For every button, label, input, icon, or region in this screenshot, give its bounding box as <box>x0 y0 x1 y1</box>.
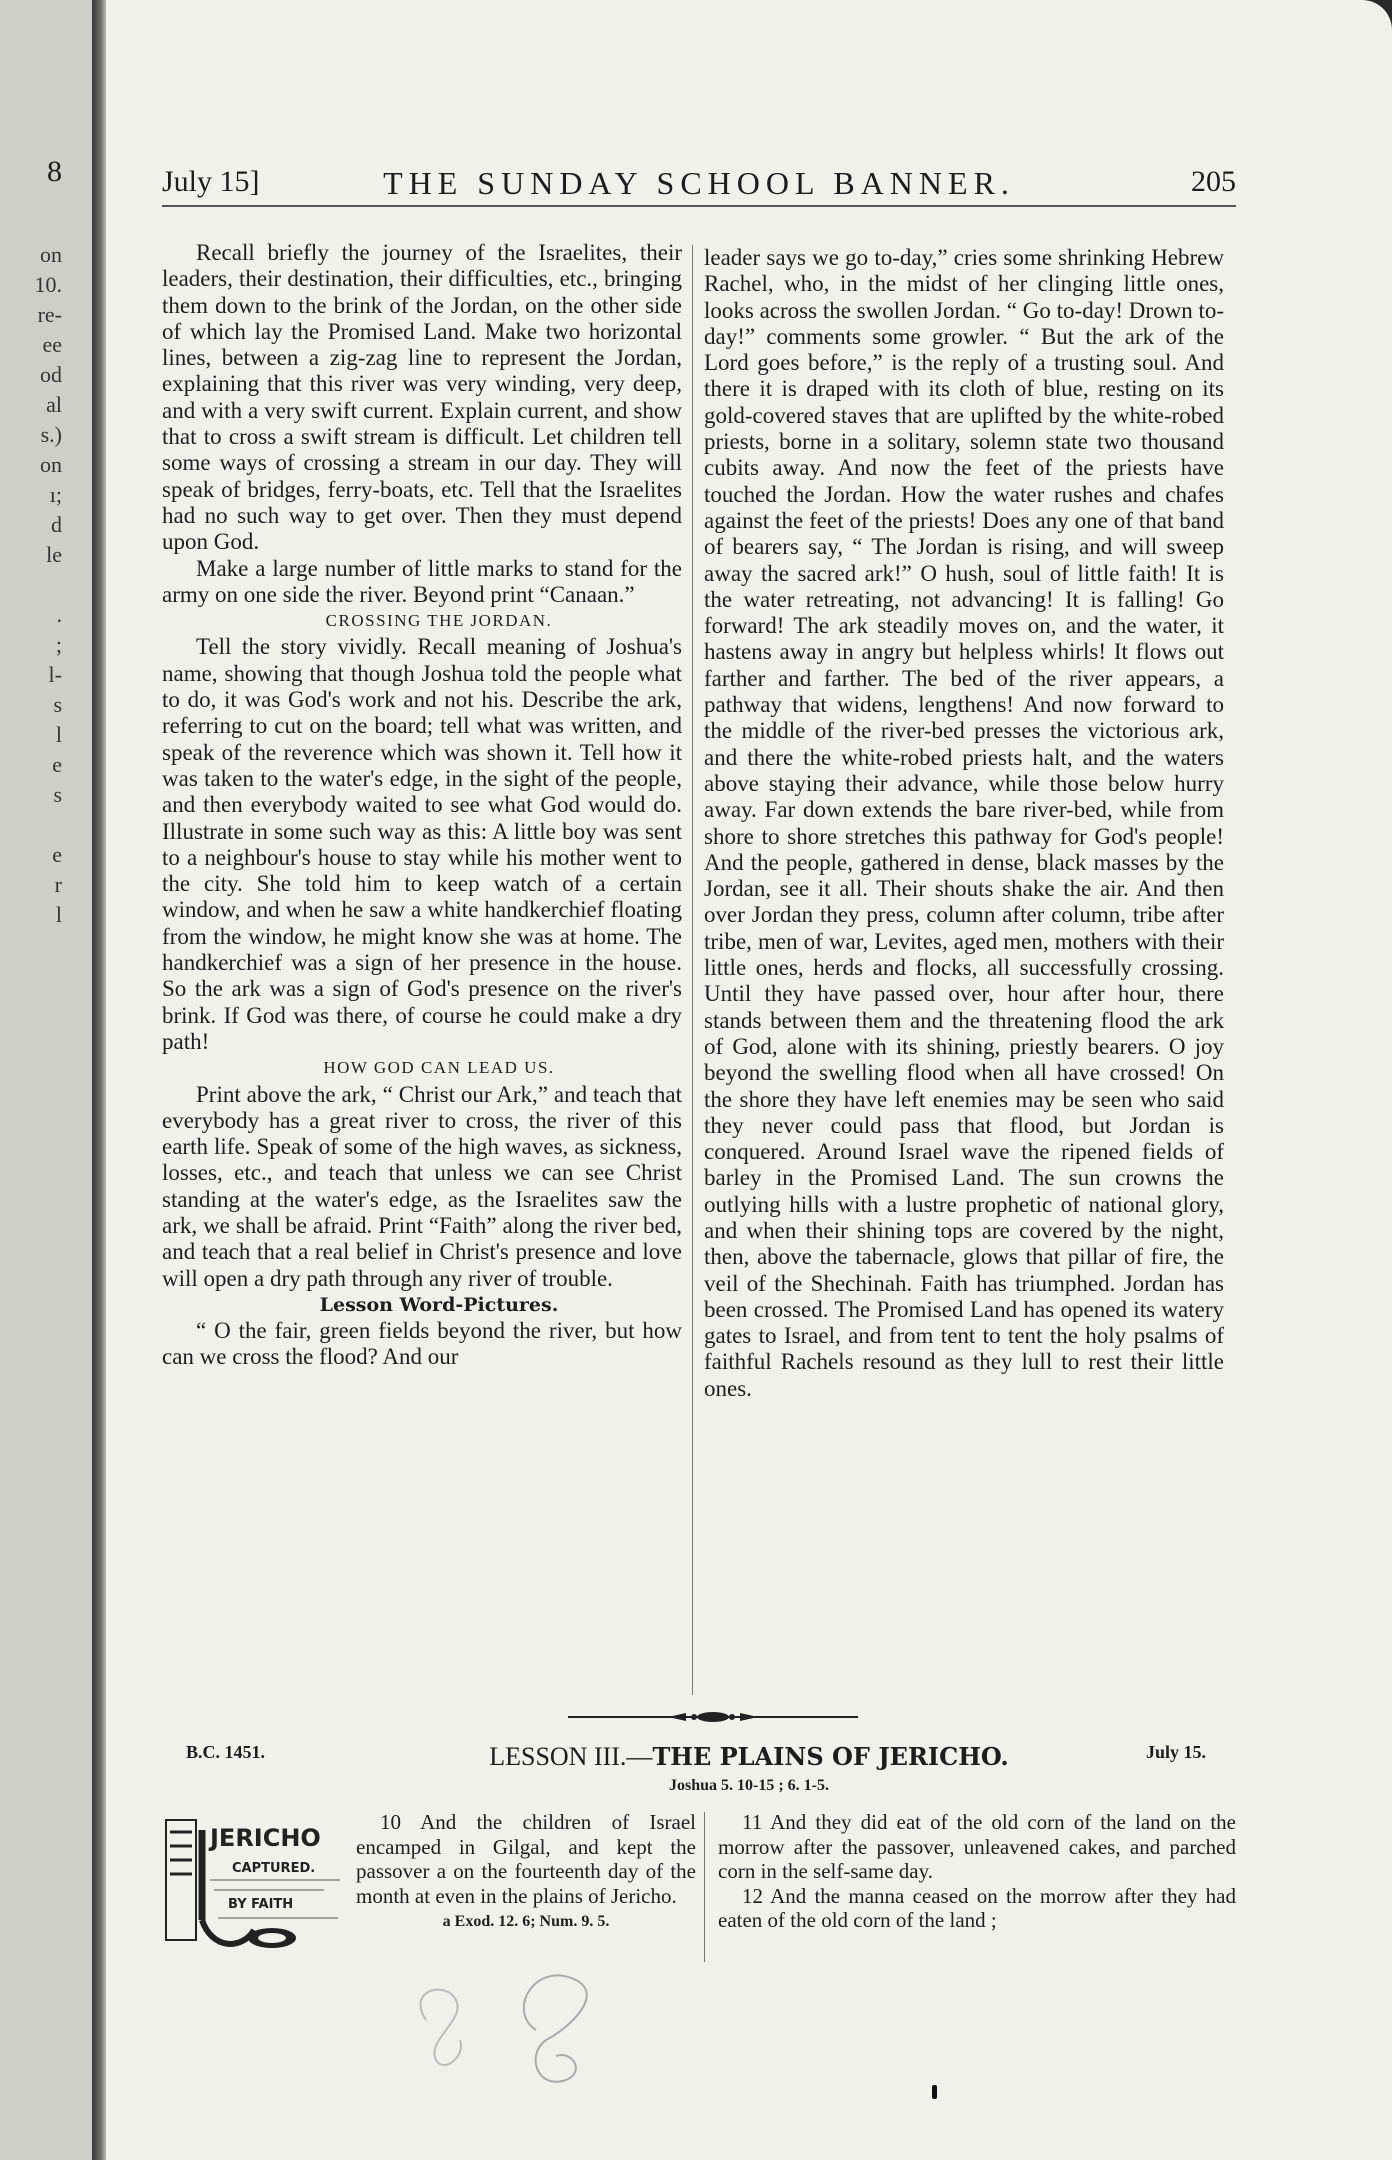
adjacent-page-fragment: ; <box>55 632 62 657</box>
header-rule <box>162 205 1236 207</box>
adjacent-page-fragment: e <box>52 752 62 777</box>
section-heading: CROSSING THE JORDAN. <box>325 611 553 631</box>
logo-word-jericho: JERICHO <box>210 1824 321 1852</box>
scripture-reference: Joshua 5. 10-15 ; 6. 1-5. <box>668 1777 829 1794</box>
verse: 11 And they did eat of the old corn of the land on the morrow after the passover, unleavened cakes, and parched corn in the self-same day. <box>718 1810 1236 1883</box>
adjacent-page-fragment: on <box>40 242 62 267</box>
lesson-title <box>106 1742 1392 1772</box>
paragraph: Print above the ark, “ Christ our Ark,” and teach that everybody has a great river to cross, the river of this earth life. Speak of some of the high waves, as sickness, losses, etc., and teach that unless we can see Christ standing at the water's edge, as the Israelites saw the ark, we shall be afraid. Print “Faith” along the river bed, and teach that a real belief in Christ's presence and love will open a dry path through any river of trouble. <box>162 1081 682 1291</box>
book-page <box>106 0 1392 2160</box>
header-title: THE SUNDAY SCHOOL BANNER. <box>383 165 1015 201</box>
ornamental-rule <box>568 1710 858 1724</box>
paragraph: Tell the story vividly. Recall meaning of Joshua's name, showing that though Joshua told the people what to do, it was God's work and not his. Describe the ark, referring to cut on the board; tell what was written, and speak of the reverence which was shown it. Tell how it was taken to the water's edge, in the sight of the people, and then everybody waited to see what God would do. Illustrate in some such way as this: A little boy was sent to a neighbour's house to stay while his mother went to the city. She told him to keep watch of a certain window, and when he saw a white handkerchief floating from the window, he might know she was at home. The handkerchief was a sign of her presence in the house. So the ark was a sign of God's presence on the river's brink. If God was there, of course he could make a dry path! <box>162 634 682 1054</box>
logo-word-captured: CAPTURED. <box>232 1861 316 1876</box>
adjacent-page-fragment: od <box>40 362 62 387</box>
verse: 10 And the children of Israel encamped in Gilgal, and kept the passover a on the fourteenth day of the month at even in the plains of Jericho. <box>356 1810 696 1908</box>
adjacent-page-fragment: s.) <box>40 422 62 447</box>
lesson-date-bc: B.C. 1451. <box>186 1742 266 1762</box>
adjacent-page-fragment: d <box>51 512 62 537</box>
logo-word-by-faith: BY FAITH <box>228 1897 294 1912</box>
lesson-verses-right <box>718 1810 1236 1933</box>
book-spine-shadow <box>92 0 106 2160</box>
jericho-captured-logo <box>162 1810 372 1955</box>
adjacent-page-fragment: al <box>46 392 62 417</box>
adjacent-page-fragment: l <box>55 902 62 927</box>
adjacent-page-fragment: le <box>46 542 62 567</box>
column-divider <box>692 245 693 1695</box>
paragraph: “ O the fair, green fields beyond the river, but how can we cross the flood? And our <box>162 1318 682 1370</box>
verse-column-divider <box>704 1812 705 1962</box>
lesson-verses-left <box>356 1810 696 1935</box>
left-column <box>162 240 682 1371</box>
right-column <box>704 245 1224 1402</box>
paragraph: Recall briefly the journey of the Israelites, their leaders, their destination, their difficulties, etc., bringing them down to the brink of the Jordan, on the other side of which lay the Promised Land. Make two horizontal lines, between a zig-zag line to represent the Jordan, explaining that this river was very winding, very deep, and with a very swift current. Explain current, and show that to cross a swift stream is difficult. Let children tell some ways of crossing a stream in our day. They will speak of bridges, ferry-boats, etc. Tell that the Israelites had no such way to get over. Then they must depend upon God. <box>162 240 682 555</box>
adjacent-page-fragment <box>0 810 62 840</box>
adjacent-page-fragment: l <box>55 722 62 747</box>
adjacent-page-edge <box>0 0 100 2160</box>
pencil-scribble <box>386 1960 646 2100</box>
footnote: a Exod. 12. 6; Num. 9. 5. <box>442 1913 610 1930</box>
adjacent-page-fragment: ee <box>42 332 62 357</box>
paragraph: leader says we go to-day,” cries some shrinking Hebrew Rachel, who, in the midst of her clinging little ones, looks across the swollen Jordan. “ Go to-day! Drown to-day!” comments some growler. “ But the ark of the Lord goes before,” is the reply of a trusting soul. And there it is draped with its cloth of blue, resting on its gold-covered staves that are uplifted by the white-robed priests, borne in a solitary, solemn state two thousand cubits away. And now the feet of the priests have touched the Jordan. How the water rushes and chafes against the feet of the priests! Does any one of that band of bearers say, “ The Jordan is rising, and will sweep away the sacred ark!” O hush, soul of little faith! It is the water retreating, not advancing! It is falling! Go forward! The ark steadily moves on, and the water, it hastens away in angry but helpless whirls! It flows out farther and farther. The bed of the river appears, a pathway that widens, lengthens! And now forward to the middle of the river-bed presses the victorious ark, and there the white-robed priests halt, and the waters above staying their advance, while those below hurry away. Far down extends the bare river-bed, while from shore to shore stretches this pathway for God's people! And the people, gathered in dense, black masses by the Jordan, see it all. Their shouts shake the air. And then over Jordan they press, column after column, tribe after tribe, men of war, Levites, aged men, mothers with their little ones, herds and flocks, all successfully crossing. Until they have passed over, hour after hour, there stands between them and the threatening flood the ark of God, alone with its shining, priestly bearers. O joy beyond the swelling flood when all have crossed! On the shore they have left enemies may be seen who said they never could pass that flood, but Jordan is conquered. Around Israel wave the ripened fields of barley in the Promised Land. The sun crowns the outlying hills with a lustre prophetic of national glory, and when their shining tops are covered by the night, then, above the tabernacle, glows that pillar of fire, the veil of the Shechinah. Faith has triumphed. Jordan has been crossed. The Promised Land has opened its watery gates to Israel, and from tent to tent the holy psalms of faithful Rachels resound as they lull to rest their little ones. <box>704 245 1224 1401</box>
section-heading: HOW GOD CAN LEAD US. <box>323 1058 555 1078</box>
lesson-number: LESSON III.— <box>489 1742 653 1771</box>
section-heading: Lesson Word-Pictures. <box>319 1293 559 1316</box>
adjacent-page-fragment: e <box>52 842 62 867</box>
adjacent-page-fragment: s <box>53 782 62 807</box>
page-number: 205 <box>1191 165 1236 198</box>
adjacent-page-fragment: re- <box>37 302 62 327</box>
verse: 12 And the manna ceased on the morrow after they had eaten of the old corn of the land ; <box>718 1883 1236 1932</box>
paragraph: Make a large number of little marks to stand for the army on one side the river. Beyond print “Canaan.” <box>162 555 682 607</box>
ink-mark <box>932 2085 937 2099</box>
adjacent-page-fragment: . <box>56 602 62 627</box>
adjacent-page-fragment: on <box>40 452 62 477</box>
header-date: July 15] <box>162 165 260 198</box>
adjacent-page-fragment: 10. <box>34 272 62 297</box>
lesson-name: THE PLAINS OF JERICHO. <box>652 1742 1009 1771</box>
adjacent-page-fragment <box>0 570 62 600</box>
adjacent-page-fragments <box>0 240 62 930</box>
adjacent-page-fragment: s <box>53 692 62 717</box>
adjacent-page-fragment: l- <box>48 662 62 687</box>
adjacent-page-fragment: r <box>54 872 62 897</box>
adjacent-page-fragment: ı; <box>49 482 62 507</box>
running-head <box>162 165 1236 207</box>
lesson-date: July 15. <box>1146 1742 1207 1762</box>
adjacent-page-fragment-top: 8 <box>47 155 62 188</box>
